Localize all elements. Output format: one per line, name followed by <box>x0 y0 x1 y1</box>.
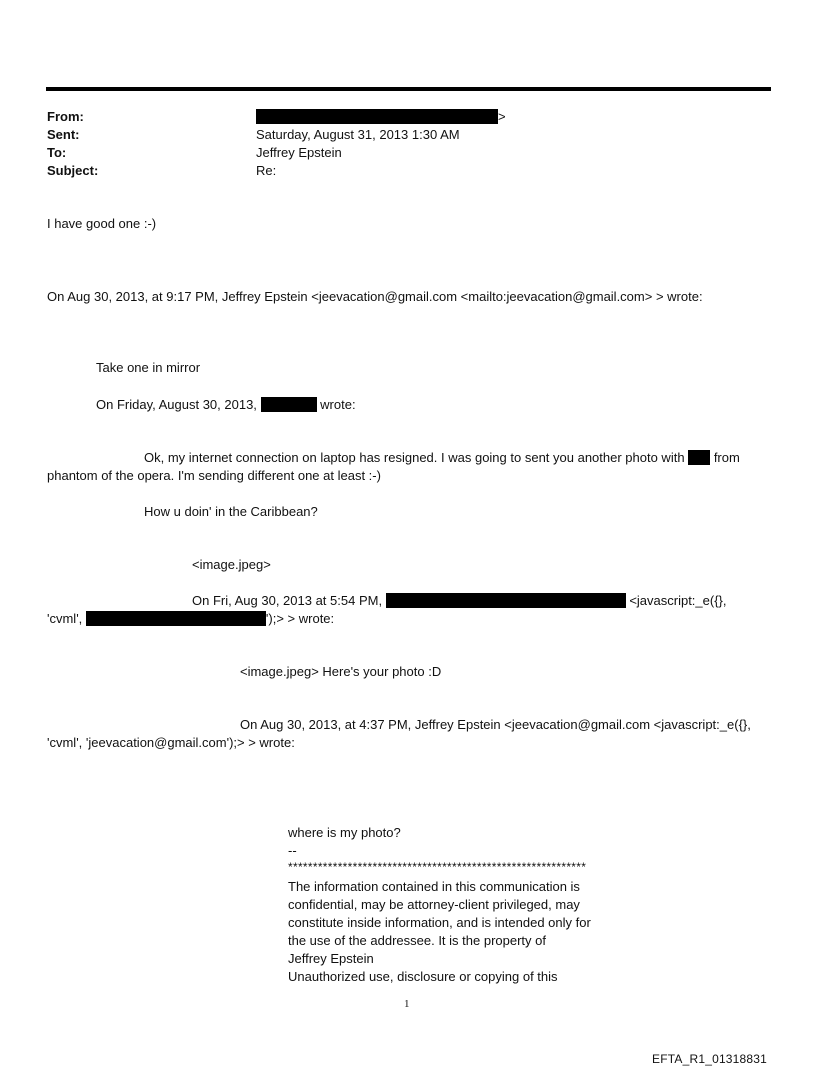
quote-3-text: <image.jpeg> Here's your photo :D <box>240 664 442 679</box>
quote-4-header-line-2: 'cvml', 'jeevacation@gmail.com');> > wrote: <box>47 735 295 750</box>
disclaimer-line: Jeffrey Epstein <box>288 951 374 966</box>
quote-2-header <box>96 396 356 414</box>
disclaimer-line: constitute inside information, and is intended only for <box>288 915 591 930</box>
quote-2-line-1 <box>144 449 740 467</box>
sent-label: Sent: <box>47 127 80 142</box>
subject-value: Re: <box>256 163 277 178</box>
redaction-bar <box>688 450 710 465</box>
redaction-bar <box>261 397 317 412</box>
to-value: Jeffrey Epstein <box>256 145 342 160</box>
stars-divider: ************************************************************ <box>288 860 587 874</box>
quote-3-header-line-2 <box>47 610 334 628</box>
to-label: To: <box>47 145 67 160</box>
from-label: From: <box>47 109 84 124</box>
disclaimer-line: the use of the addressee. It is the property of <box>288 933 546 948</box>
quote-1-text: Take one in mirror <box>96 360 201 375</box>
quote-2-question: How u doin' in the Caribbean? <box>144 504 318 519</box>
sent-value: Saturday, August 31, 2013 1:30 AM <box>256 127 460 142</box>
redaction-bar <box>86 611 266 626</box>
from-value <box>256 108 506 126</box>
quote-2-line1-prefix: Ok, my internet connection on laptop has resigned. I was going to sent you another photo with <box>144 450 685 465</box>
subject-label: Subject: <box>47 163 99 178</box>
disclaimer-line: The information contained in this communication is <box>288 879 580 894</box>
quote-3-header <box>192 592 727 610</box>
quote-4-text: where is my photo? <box>288 825 401 840</box>
quote-3-header-prefix: On Fri, Aug 30, 2013 at 5:54 PM, <box>192 593 383 608</box>
reply-text: I have good one :-) <box>47 216 157 231</box>
from-value-suffix: > <box>498 109 506 124</box>
quote-2-line1-suffix: from <box>713 450 740 465</box>
quote-1-header: On Aug 30, 2013, at 9:17 PM, Jeffrey Epstein <jeevacation@gmail.com <mailto:jeevacation@gmail.com> > wrote: <box>47 289 703 304</box>
document-id-footer: EFTA_R1_01318831 <box>652 1052 768 1066</box>
quote-3-line2-prefix: 'cvml', <box>47 611 83 626</box>
disclaimer-line: confidential, may be attorney-client privileged, may <box>288 897 580 912</box>
quote-2-header-suffix: wrote: <box>320 397 356 412</box>
header-rule <box>46 87 771 91</box>
quote-2-header-prefix: On Friday, August 30, 2013, <box>96 397 257 412</box>
redaction-bar <box>386 593 626 608</box>
attachment-image: <image.jpeg> <box>192 557 271 572</box>
page-number: 1 <box>404 998 410 1010</box>
quote-2-line-2: phantom of the opera. I'm sending different one at least :-) <box>47 468 381 483</box>
redaction-bar <box>256 109 498 124</box>
disclaimer-line: Unauthorized use, disclosure or copying of this <box>288 969 558 984</box>
quote-3-header-suffix: <javascript:_e({}, <box>629 593 727 608</box>
quote-4-header-line-1: On Aug 30, 2013, at 4:37 PM, Jeffrey Epstein <jeevacation@gmail.com <javascript:_e({}, <box>240 717 751 732</box>
signature-separator: -- <box>288 843 297 858</box>
quote-3-line2-suffix: ');> > wrote: <box>265 611 335 626</box>
